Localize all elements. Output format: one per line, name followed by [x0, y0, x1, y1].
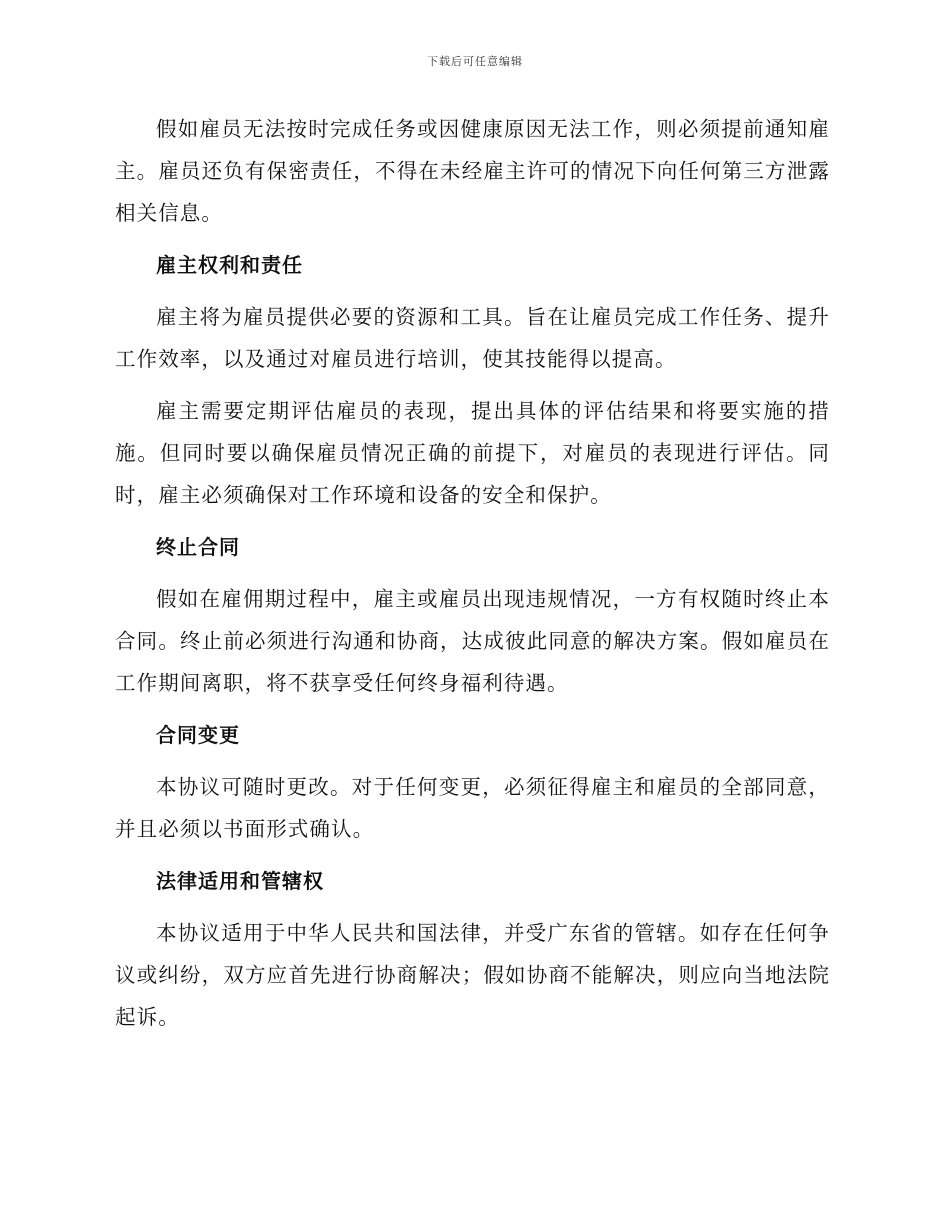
- section-heading-employer-rights: 雇主权利和责任: [156, 253, 303, 277]
- section-heading-amendment: 合同变更: [156, 723, 240, 747]
- page-header: 下载后可任意编辑: [427, 55, 523, 68]
- paragraph-governing-law: 本协议适用于中华人民共和国法律，并受广东省的管辖。如存在任何争议或纠纷，双方应首先进行协商解决；假如协商不能解决，则应向当地法院起诉。: [115, 921, 830, 1029]
- paragraph-employer-evaluation: 雇主需要定期评估雇员的表现，提出具体的评估结果和将要实施的措施。但同时要以确保雇员情况正确的前提下，对雇员的表现进行评估。同时，雇主必须确保对工作环境和设备的安全和保护。: [115, 399, 830, 507]
- section-heading-governing-law: 法律适用和管辖权: [156, 869, 324, 893]
- paragraph-termination: 假如在雇佣期过程中，雇主或雇员出现违规情况，一方有权随时终止本合同。终止前必须进行沟通和协商，达成彼此同意的解决方案。假如雇员在工作期间离职，将不获享受任何终身福利待遇。: [115, 587, 830, 695]
- section-heading-termination: 终止合同: [156, 535, 240, 559]
- document-body: [115, 108, 830, 1048]
- paragraph-confidentiality: 假如雇员无法按时完成任务或因健康原因无法工作，则必须提前通知雇主。雇员还负有保密责任，不得在未经雇主许可的情况下向任何第三方泄露相关信息。: [115, 117, 830, 225]
- paragraph-employer-resources: 雇主将为雇员提供必要的资源和工具。旨在让雇员完成工作任务、提升工作效率，以及通过对雇员进行培训，使其技能得以提高。: [115, 305, 830, 371]
- paragraph-amendment: 本协议可随时更改。对于任何变更，必须征得雇主和雇员的全部同意，并且必须以书面形式确认。: [115, 775, 830, 841]
